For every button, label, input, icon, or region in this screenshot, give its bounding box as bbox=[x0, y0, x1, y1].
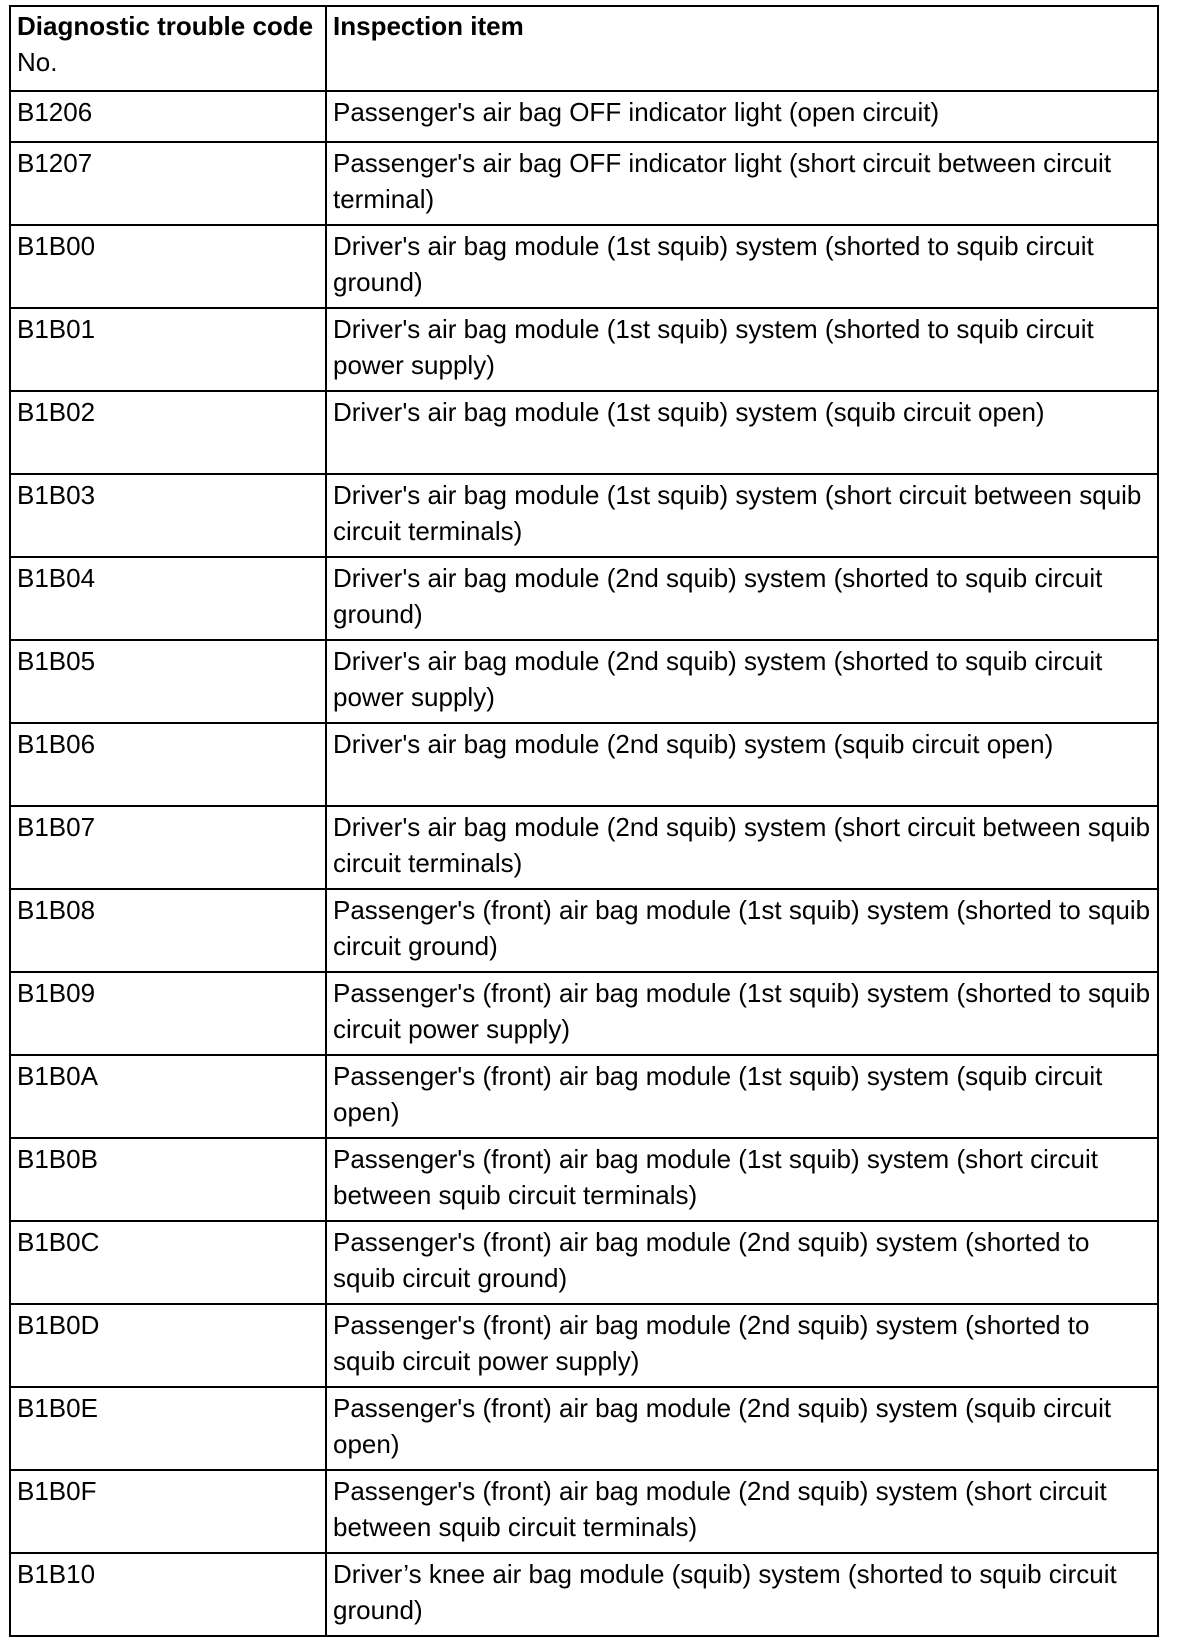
table-row bbox=[10, 723, 1158, 806]
table-row bbox=[10, 640, 1158, 723]
table-row bbox=[10, 391, 1158, 474]
dtc-code-cell: B1B09 bbox=[10, 972, 326, 1055]
table-row bbox=[10, 474, 1158, 557]
inspection-item-cell: Driver's air bag module (1st squib) system (squib circuit open) bbox=[326, 391, 1158, 474]
inspection-item-cell: Passenger's air bag OFF indicator light (open circuit) bbox=[326, 91, 1158, 142]
column-header-code bbox=[10, 6, 326, 91]
inspection-item-cell: Passenger's (front) air bag module (2nd squib) system (squib circuit open) bbox=[326, 1387, 1158, 1470]
inspection-item-cell: Passenger's (front) air bag module (1st squib) system (short circuit between squib circuit terminals) bbox=[326, 1138, 1158, 1221]
table-row bbox=[10, 1553, 1158, 1636]
table-header-row bbox=[10, 6, 1158, 91]
dtc-code-cell: B1B0A bbox=[10, 1055, 326, 1138]
inspection-item-cell: Passenger's (front) air bag module (2nd squib) system (shorted to squib circuit power supply) bbox=[326, 1304, 1158, 1387]
inspection-item-cell: Driver's air bag module (1st squib) system (short circuit between squib circuit terminals) bbox=[326, 474, 1158, 557]
inspection-item-cell: Driver's air bag module (2nd squib) system (squib circuit open) bbox=[326, 723, 1158, 806]
dtc-code-cell: B1B08 bbox=[10, 889, 326, 972]
table-row bbox=[10, 557, 1158, 640]
inspection-item-cell: Driver's air bag module (2nd squib) system (shorted to squib circuit ground) bbox=[326, 557, 1158, 640]
dtc-code-cell: B1B10 bbox=[10, 1553, 326, 1636]
column-header-code-label: Diagnostic trouble code bbox=[17, 11, 314, 41]
inspection-item-cell: Driver's air bag module (2nd squib) system (short circuit between squib circuit terminals) bbox=[326, 806, 1158, 889]
dtc-code-cell: B1B0F bbox=[10, 1470, 326, 1553]
inspection-item-cell: Driver's air bag module (1st squib) system (shorted to squib circuit power supply) bbox=[326, 308, 1158, 391]
table-row bbox=[10, 225, 1158, 308]
inspection-item-cell: Passenger's (front) air bag module (2nd squib) system (short circuit between squib circuit terminals) bbox=[326, 1470, 1158, 1553]
table-row bbox=[10, 1470, 1158, 1553]
inspection-item-cell: Driver's air bag module (1st squib) system (shorted to squib circuit ground) bbox=[326, 225, 1158, 308]
dtc-code-cell: B1B0D bbox=[10, 1304, 326, 1387]
table-row bbox=[10, 91, 1158, 142]
inspection-item-cell: Passenger's (front) air bag module (2nd squib) system (shorted to squib circuit ground) bbox=[326, 1221, 1158, 1304]
inspection-item-cell: Passenger's (front) air bag module (1st squib) system (shorted to squib circuit power supply) bbox=[326, 972, 1158, 1055]
dtc-code-cell: B1B07 bbox=[10, 806, 326, 889]
inspection-item-cell: Driver's air bag module (2nd squib) system (shorted to squib circuit power supply) bbox=[326, 640, 1158, 723]
table-row bbox=[10, 806, 1158, 889]
inspection-item-cell: Passenger's (front) air bag module (1st squib) system (shorted to squib circuit ground) bbox=[326, 889, 1158, 972]
dtc-code-cell: B1B06 bbox=[10, 723, 326, 806]
inspection-item-cell: Passenger's air bag OFF indicator light (short circuit between circuit terminal) bbox=[326, 142, 1158, 225]
table-row bbox=[10, 889, 1158, 972]
table-row bbox=[10, 972, 1158, 1055]
table-row bbox=[10, 142, 1158, 225]
table-row bbox=[10, 1055, 1158, 1138]
inspection-item-cell: Passenger's (front) air bag module (1st squib) system (squib circuit open) bbox=[326, 1055, 1158, 1138]
column-header-item: Inspection item bbox=[326, 6, 1158, 91]
dtc-code-cell: B1B01 bbox=[10, 308, 326, 391]
dtc-code-cell: B1B02 bbox=[10, 391, 326, 474]
inspection-item-cell: Driver’s knee air bag module (squib) system (shorted to squib circuit ground) bbox=[326, 1553, 1158, 1636]
dtc-code-cell: B1207 bbox=[10, 142, 326, 225]
dtc-code-cell: B1B0B bbox=[10, 1138, 326, 1221]
dtc-table bbox=[9, 5, 1159, 1637]
table-row bbox=[10, 308, 1158, 391]
dtc-code-cell: B1B05 bbox=[10, 640, 326, 723]
dtc-code-cell: B1B04 bbox=[10, 557, 326, 640]
table-row bbox=[10, 1138, 1158, 1221]
dtc-code-cell: B1B03 bbox=[10, 474, 326, 557]
column-header-code-suffix: No. bbox=[17, 47, 58, 77]
dtc-code-cell: B1B0E bbox=[10, 1387, 326, 1470]
dtc-code-cell: B1206 bbox=[10, 91, 326, 142]
dtc-code-cell: B1B00 bbox=[10, 225, 326, 308]
table-row bbox=[10, 1221, 1158, 1304]
table-row bbox=[10, 1304, 1158, 1387]
table-row bbox=[10, 1387, 1158, 1470]
dtc-code-cell: B1B0C bbox=[10, 1221, 326, 1304]
